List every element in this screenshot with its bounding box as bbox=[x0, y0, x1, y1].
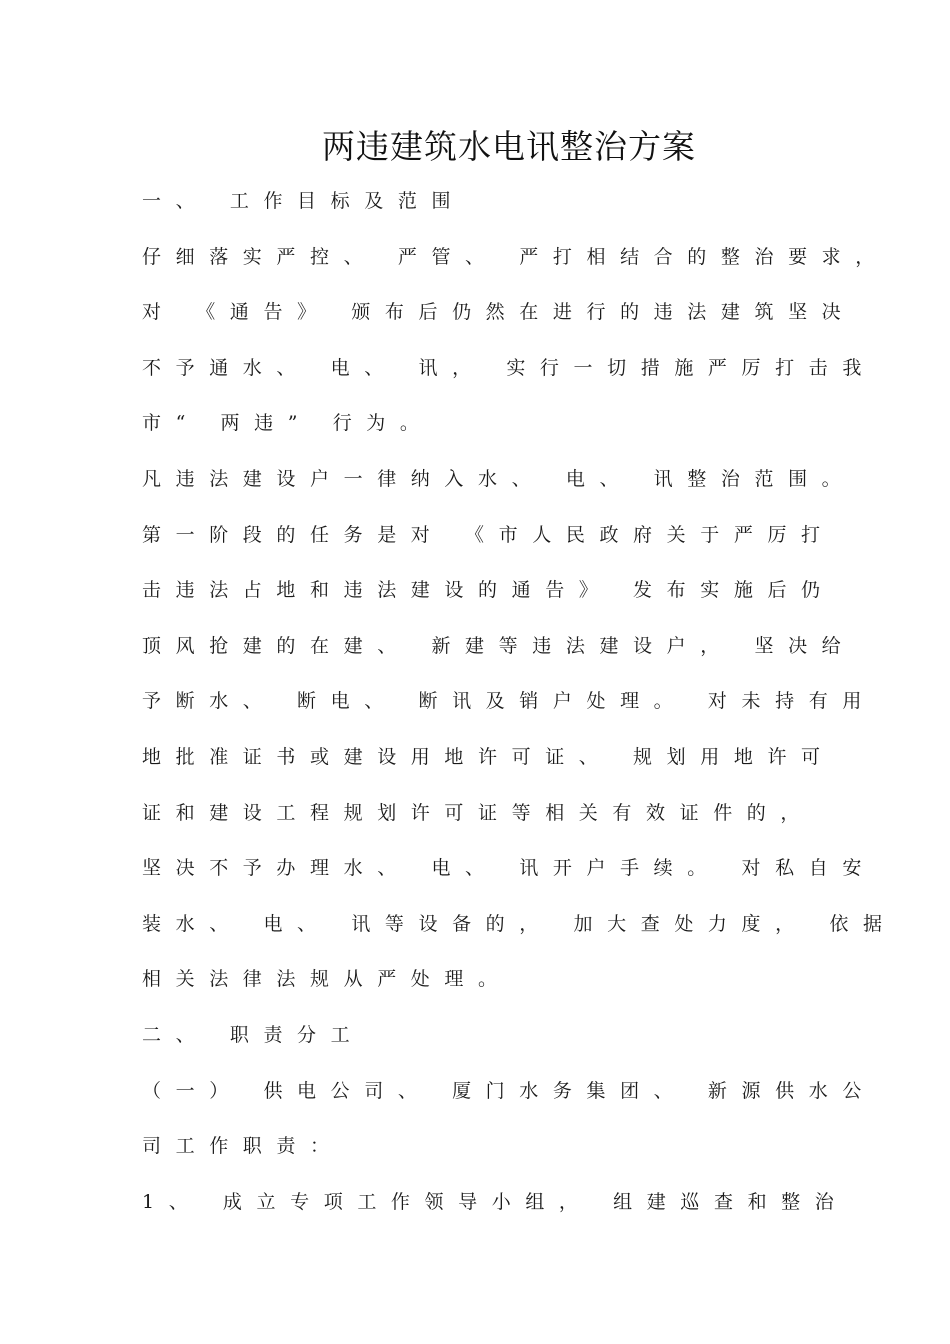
paragraph-line: 装水、 电、 讯等设备的， 加大查处力度， 依据 bbox=[142, 912, 897, 935]
paragraph-line: 予断水、 断电、 断讯及销户处理。 对未持有用 bbox=[142, 690, 876, 713]
paragraph-line: 坚决不予办理水、 电、 讯开户手续。 对私自安 bbox=[142, 857, 876, 880]
paragraph-line: 击违法占地和违法建设的通告》 发布实施后仍 bbox=[142, 579, 835, 602]
section-heading-duties: 二、 职责分工 bbox=[142, 1023, 365, 1046]
paragraph-line: 凡违法建设户一律纳入水、 电、 讯整治范围。 bbox=[142, 467, 856, 490]
paragraph-line: 市“ 两违” 行为。 bbox=[142, 412, 434, 435]
paragraph-line: （一） 供电公司、 厦门水务集团、 新源供水公 bbox=[142, 1079, 876, 1102]
paragraph-line: 顶风抢建的在建、 新建等违法建设户， 坚决给 bbox=[142, 634, 856, 657]
paragraph-line: 不予通水、 电、 讯， 实行一切措施严厉打击我 bbox=[142, 356, 876, 379]
paragraph-line: 相关法律法规从严处理。 bbox=[142, 968, 512, 991]
paragraph-line: 证和建设工程规划许可证等相关有效证件的， bbox=[142, 801, 815, 824]
paragraph-line: 司工作职责： bbox=[142, 1135, 344, 1158]
paragraph-line: 1、 成立专项工作领导小组， 组建巡查和整治 bbox=[142, 1190, 849, 1213]
paragraph-line: 仔细落实严控、 严管、 严打相结合的整治要求， bbox=[142, 245, 889, 268]
paragraph-line: 对 《通告》 颁布后仍然在进行的违法建筑坚决 bbox=[142, 301, 856, 324]
document-title: 两违建筑水电讯整治方案 bbox=[322, 127, 696, 166]
paragraph-line: 地批准证书或建设用地许可证、 规划用地许可 bbox=[142, 745, 835, 768]
paragraph-line: 第一阶段的任务是对 《市人民政府关于严厉打 bbox=[142, 523, 835, 546]
document-body bbox=[142, 186, 902, 1242]
section-heading-goals: 一、 工作目标及范围 bbox=[142, 190, 466, 212]
